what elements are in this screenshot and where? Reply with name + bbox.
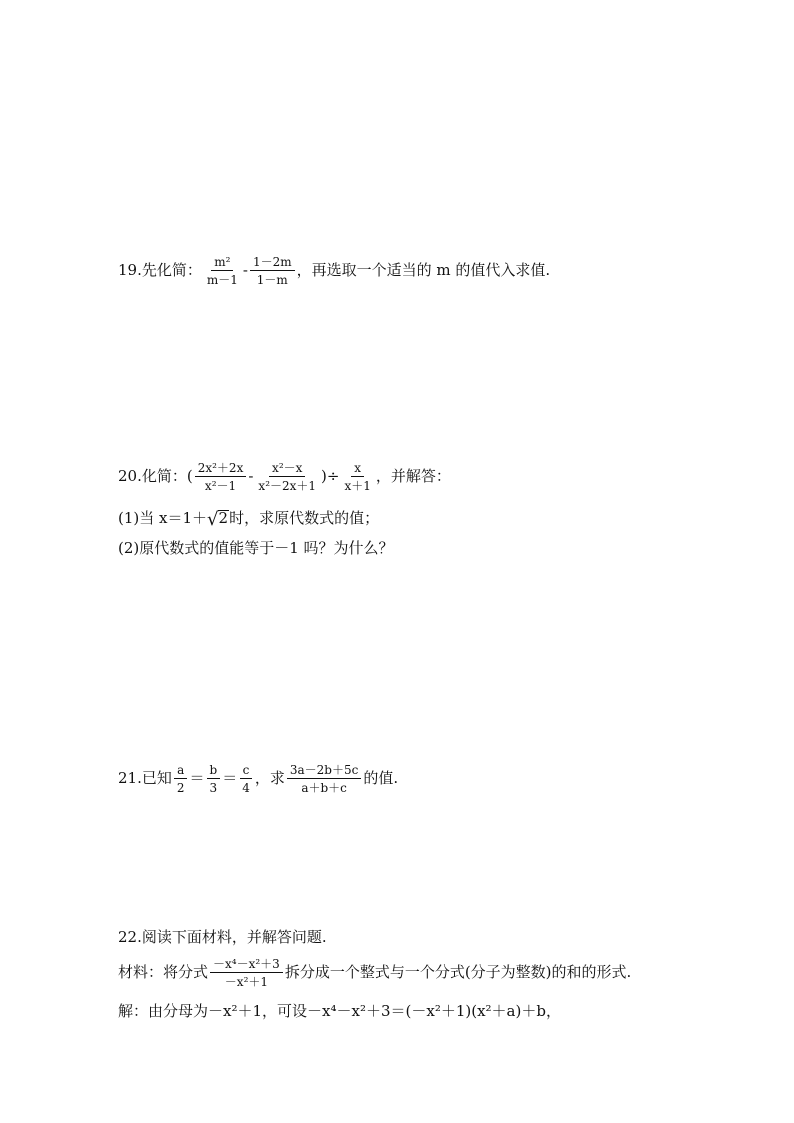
q21-fraction-c: $\frac{c}{4}$: [239, 764, 253, 794]
q20-fraction-3: $\frac{x}{x+1}$: [344, 461, 371, 493]
question-20: [118, 462, 451, 492]
q19-minus: -: [242, 261, 248, 279]
q20-minus: -: [248, 467, 254, 485]
question-19: [118, 256, 550, 286]
q19-prefix: 19.先化简：: [118, 261, 202, 279]
q20-close-divide: )÷: [321, 467, 340, 485]
q21-prefix: 21.已知: [118, 769, 172, 787]
q19-suffix: ，再选取一个适当的 m 的值代入求值.: [296, 261, 551, 279]
q20-fraction-2: $\frac{\text{x²－x}}{\text{x²－2x＋1}}$: [258, 461, 317, 493]
question-22-title: 22.阅读下面材料，并解答问题.: [118, 928, 327, 946]
question-21: 21.已知 $\frac{a}{2}$ ＝ $\frac{b}{3}$ ＝ $\frac{c}{4}$ ，求 $\frac{3a-2b+5c}{a+b+c}$ 的值.: [118, 763, 399, 795]
q21-suffix: 的值.: [363, 769, 399, 787]
q20-suffix: ，并解答：: [375, 467, 451, 485]
q21-fraction-b: $\frac{b}{3}$: [207, 764, 221, 794]
q19-fraction-2: $\frac{1-2m}{1-m}$: [250, 256, 295, 286]
question-20-part-1: (1)当 x＝1＋√2时，求原代数式的值；: [118, 509, 380, 530]
q21-fraction-expression: $\frac{3a-2b+5c}{a+b+c}$: [287, 764, 361, 794]
question-22-material: 材料：将分式 $\frac{\text{－x⁴－x²＋3}}{\text{－x²＋1}}$ 拆分成一个整式与一个分式(分子为整数)的和的形式.: [118, 957, 632, 989]
question-20-part-2: (2)原代数式的值能等于－1 吗？为什么？: [118, 539, 394, 557]
sqrt-icon: √: [207, 509, 219, 530]
q20-prefix: 20.化简：(: [118, 467, 193, 485]
q22-fraction: $\frac{\text{－x⁴－x²＋3}}{\text{－x²＋1}}$: [210, 958, 283, 988]
q21-fraction-a: $\frac{a}{2}$: [174, 764, 188, 794]
q19-fraction-1: $\frac{\text{m²}}{m-1}$: [206, 255, 238, 287]
q20-fraction-1: $\frac{\text{2x²＋2x}}{\text{x²－1}}$: [195, 462, 247, 492]
question-22-solution: 解：由分母为－x²＋1，可设－x⁴－x²＋3＝(－x²＋1)(x²＋a)＋b，: [118, 1002, 561, 1020]
